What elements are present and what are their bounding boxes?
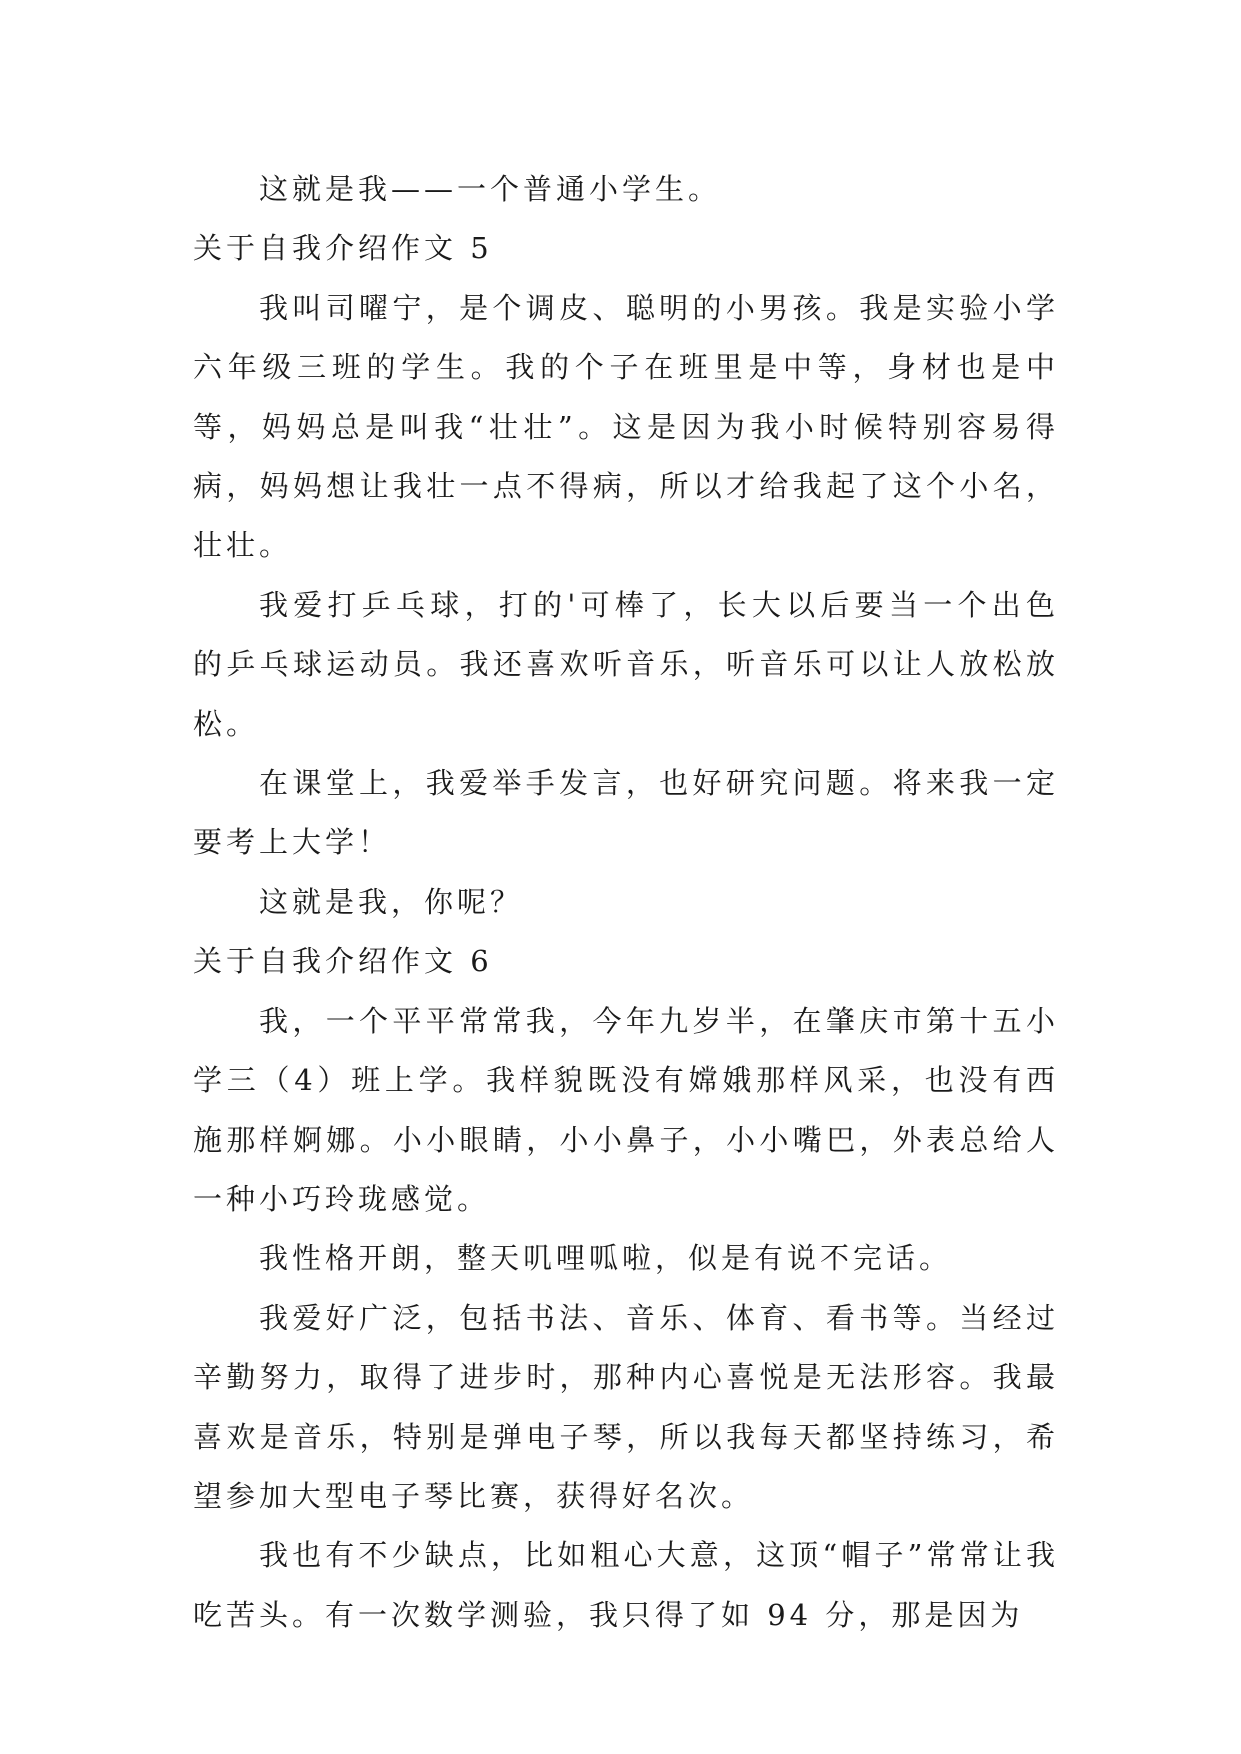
paragraph-intro-5: 我叫司曜宁，是个调皮、聪明的小男孩。我是实验小学六年级三班的学生。我的个子在班里是中等，身材也是中等，妈妈总是叫我“壮壮”。这是因为我小时候特别容易得病，妈妈想让我壮一点不得病，所以才给我起了这个小名，壮壮。 (193, 290, 1059, 563)
document-page (193, 160, 1059, 1645)
paragraph-hobby-5: 我爱打乒乓球，打的'可棒了，长大以后要当一个出色的乒乓球运动员。我还喜欢听音乐，听音乐可以让人放松放松。 (193, 587, 1059, 741)
heading-essay-6: 关于自我介绍作文 6 (193, 944, 493, 979)
paragraph-closing-5: 这就是我，你呢？ (259, 884, 524, 919)
paragraph-hobby-6: 我爱好广泛，包括书法、音乐、体育、看书等。当经过辛勤努力，取得了进步时，那种内心喜悦是无法形容。我最喜欢是音乐，特别是弹电子琴，所以我每天都坚持练习，希望参加大型电子琴比赛，获得好名次。 (193, 1300, 1059, 1513)
paragraph-intro-6: 我，一个平平常常我，今年九岁半，在肇庆市第十五小学三（4）班上学。我样貌既没有嫦娥那样风采，也没有西施那样婀娜。小小眼睛，小小鼻子，小小嘴巴，外表总给人一种小巧玲珑感觉。 (193, 1003, 1059, 1216)
paragraph-closing-4: 这就是我——一个普通小学生。 (259, 172, 722, 206)
paragraph-class-5: 在课堂上，我爱举手发言，也好研究问题。将来我一定要考上大学！ (193, 766, 1059, 860)
paragraph-flaw-6: 我也有不少缺点，比如粗心大意，这顶“帽子”常常让我吃苦头。有一次数学测验，我只得了如 94 分，那是因为 (193, 1538, 1059, 1632)
heading-essay-5: 关于自我介绍作文 5 (193, 231, 493, 266)
paragraph-character-6: 我性格开朗，整天叽哩呱啦，似是有说不完话。 (259, 1241, 953, 1276)
